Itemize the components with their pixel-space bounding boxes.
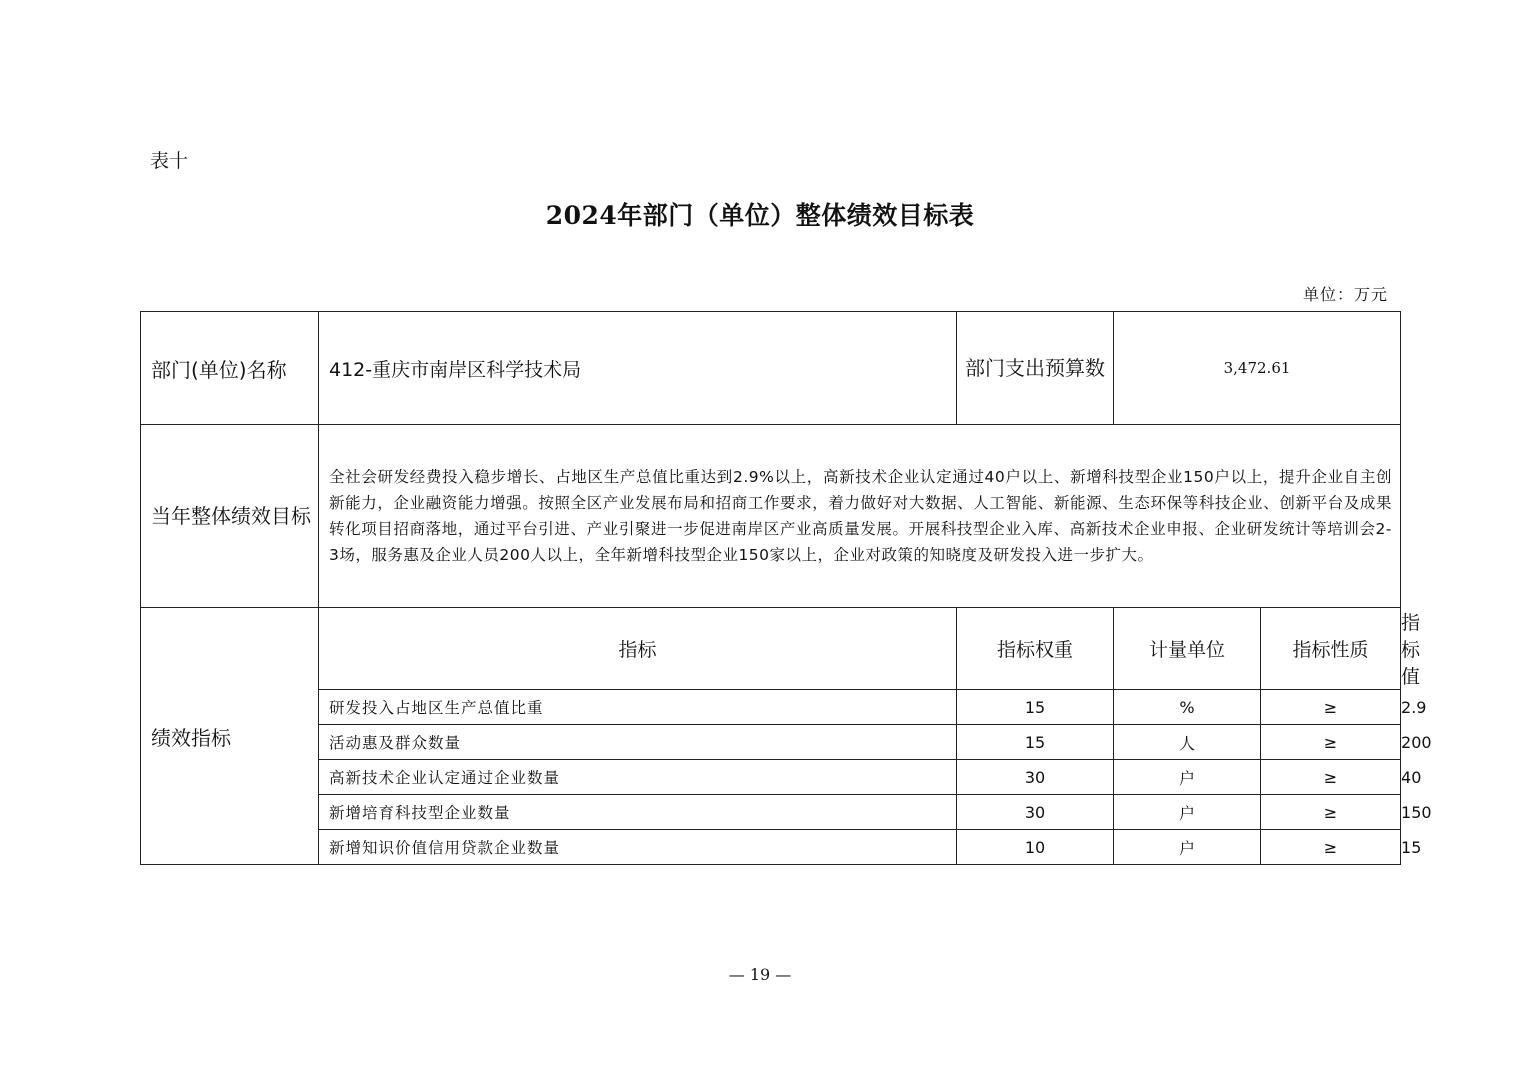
indicator-name: 高新技术企业认定通过企业数量 [319,760,957,795]
unit-note: 单位：万元 [1302,285,1388,304]
indicator-weight: 10 [957,830,1114,865]
col-head-indicator: 指标 [319,608,957,690]
indicator-unit: 户 [1114,760,1261,795]
budget-label: 部门支出预算数 [957,312,1114,425]
indicator-weight: 30 [957,795,1114,830]
indicator-nature: ≥ [1261,760,1401,795]
indicator-weight: 15 [957,725,1114,760]
indicator-unit: 户 [1114,795,1261,830]
col-head-nature: 指标性质 [1261,608,1401,690]
goal-label: 当年整体绩效目标 [141,425,319,608]
goal-text: 全社会研发经费投入稳步增长、占地区生产总值比重达到2.9%以上，高新技术企业认定通过40户以上、新增科技型企业150户以上，提升企业自主创新能力，企业融资能力增强。按照全区产业发展布局和招商工作要求，着力做好对大数据、人工智能、新能源、生态环保等科技企业、创新平台及成果转化项目招商落地，通过平台引进、产业引聚进一步促进南岸区产业高质量发展。开展科技型企业入库、高新技术企业申报、企业研发统计等培训会2-3场，服务惠及企业人员200人以上，全年新增科技型企业150家以上，企业对政策的知晓度及研发投入进一步扩大。 [319,425,1401,608]
table-label: 表十 [150,150,189,172]
table-row: 新增知识价值信用贷款企业数量 10 户 ≥ 15 [141,830,1401,865]
page-number: — 19 — [728,965,792,984]
budget-value: 3,472.61 [1114,312,1401,425]
performance-target-table [140,311,1432,865]
indicator-name: 新增培育科技型企业数量 [319,795,957,830]
dept-name-value: 412-重庆市南岸区科学技术局 [319,312,957,425]
indicators-label: 绩效指标 [141,608,319,865]
col-head-unit: 计量单位 [1114,608,1261,690]
dept-name-label: 部门(单位)名称 [141,312,319,425]
table-row: 研发投入占地区生产总值比重 15 % ≥ 2.9 [141,690,1401,725]
indicator-header-row: 绩效指标 指标 指标权重 计量单位 指标性质 指标值 [141,608,1401,690]
indicator-name: 新增知识价值信用贷款企业数量 [319,830,957,865]
indicator-unit: % [1114,690,1261,725]
indicator-unit: 户 [1114,830,1261,865]
table-row: 新增培育科技型企业数量 30 户 ≥ 150 [141,795,1401,830]
indicator-nature: ≥ [1261,690,1401,725]
indicator-weight: 30 [957,760,1114,795]
indicator-unit: 人 [1114,725,1261,760]
indicator-weight: 15 [957,690,1114,725]
indicator-nature: ≥ [1261,725,1401,760]
dept-row [141,312,1401,425]
page-title: 2024年部门（单位）整体绩效目标表 [545,201,975,230]
table-row: 高新技术企业认定通过企业数量 30 户 ≥ 40 [141,760,1401,795]
goal-row [141,425,1401,608]
indicator-nature: ≥ [1261,795,1401,830]
indicator-nature: ≥ [1261,830,1401,865]
col-head-weight: 指标权重 [957,608,1114,690]
table-row: 活动惠及群众数量 15 人 ≥ 200 [141,725,1401,760]
indicator-name: 活动惠及群众数量 [319,725,957,760]
indicator-name: 研发投入占地区生产总值比重 [319,690,957,725]
